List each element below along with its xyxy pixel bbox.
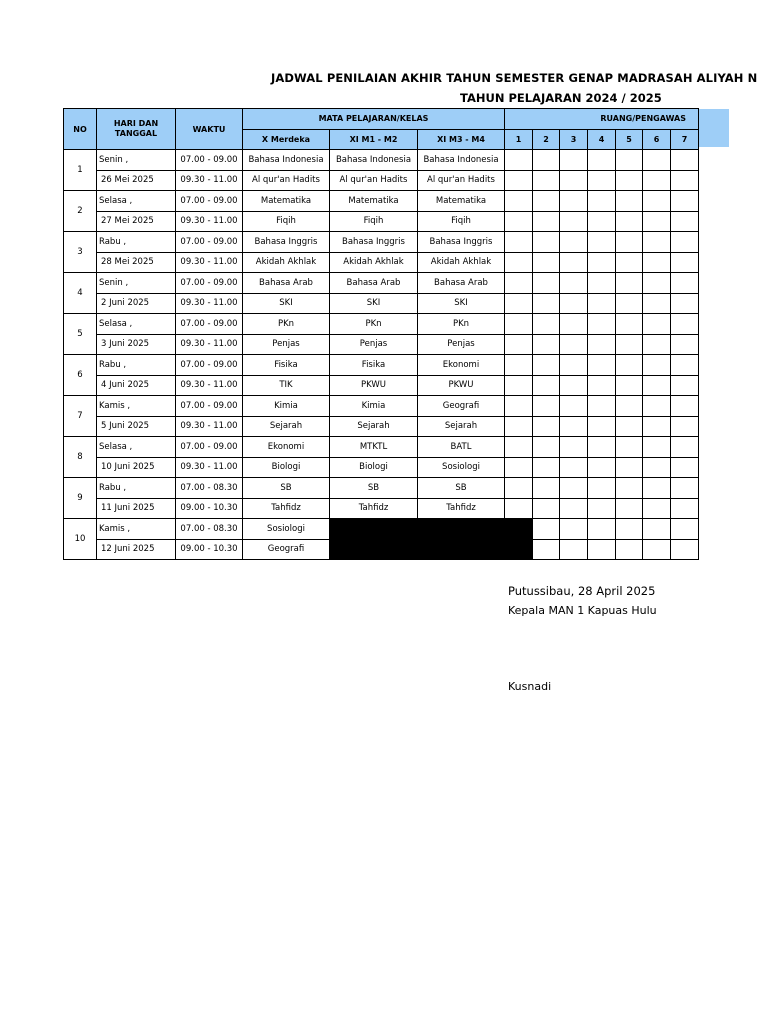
room-cell — [643, 150, 671, 171]
room-cell — [588, 170, 616, 191]
header-room-7: 7 — [671, 129, 699, 150]
header-fill-extension — [699, 109, 729, 147]
room-cell — [588, 211, 616, 232]
time-slot: 09.30 - 11.00 — [176, 457, 243, 478]
room-cell — [671, 252, 699, 273]
room-cell — [616, 437, 643, 458]
schedule-row — [64, 273, 699, 294]
day-number: 5 — [64, 314, 97, 355]
room-cell — [671, 314, 699, 335]
room-cell — [533, 396, 560, 417]
subject-cell: Bahasa Arab — [330, 273, 418, 294]
room-cell — [505, 334, 533, 355]
time-slot: 09.30 - 11.00 — [176, 170, 243, 191]
room-cell — [533, 150, 560, 171]
room-cell — [505, 252, 533, 273]
schedule-row — [64, 457, 699, 478]
day-date: 3 Juni 2025 — [97, 334, 176, 355]
header-room-4: 4 — [588, 129, 616, 150]
room-cell — [643, 252, 671, 273]
header-day-date-label: HARI DAN TANGGAL — [113, 119, 159, 138]
room-cell — [533, 293, 560, 314]
header-class-2: XI M1 - M2 — [330, 129, 418, 150]
room-cell — [588, 457, 616, 478]
day-date: 12 Juni 2025 — [97, 539, 176, 560]
redacted-cell — [418, 539, 505, 560]
room-cell — [588, 355, 616, 376]
document-subtitle: TAHUN PELAJARAN 2024 / 2025 — [460, 91, 662, 105]
subject-cell: TIK — [243, 375, 330, 396]
subject-cell: PKWU — [418, 375, 505, 396]
room-cell — [533, 170, 560, 191]
room-cell — [533, 539, 560, 560]
redacted-cell — [330, 539, 418, 560]
day-date: 10 Juni 2025 — [97, 457, 176, 478]
room-cell — [560, 150, 588, 171]
subject-cell: Bahasa Indonesia — [418, 150, 505, 171]
subject-cell: SKI — [243, 293, 330, 314]
time-slot: 07.00 - 09.00 — [176, 437, 243, 458]
subject-cell: Bahasa Indonesia — [330, 150, 418, 171]
room-cell — [671, 293, 699, 314]
room-cell — [560, 252, 588, 273]
room-cell — [560, 314, 588, 335]
room-cell — [671, 211, 699, 232]
subject-cell: Bahasa Inggris — [243, 232, 330, 253]
subject-cell: Tahfidz — [243, 498, 330, 519]
subject-cell: Bahasa Inggris — [330, 232, 418, 253]
room-cell — [671, 498, 699, 519]
room-cell — [616, 334, 643, 355]
day-number: 8 — [64, 437, 97, 478]
subject-cell: Kimia — [243, 396, 330, 417]
schedule-row — [64, 232, 699, 253]
room-cell — [505, 478, 533, 499]
subject-cell: Sejarah — [330, 416, 418, 437]
room-cell — [671, 478, 699, 499]
room-cell — [533, 314, 560, 335]
redacted-cell — [505, 539, 533, 560]
day-name: Senin , — [97, 150, 176, 171]
document-title: JADWAL PENILAIAN AKHIR TAHUN SEMESTER GENAP MADRASAH ALIYAH N — [271, 71, 758, 85]
subject-cell: Akidah Akhlak — [330, 252, 418, 273]
schedule-row — [64, 437, 699, 458]
schedule-row — [64, 334, 699, 355]
room-cell — [533, 273, 560, 294]
subject-cell: Bahasa Inggris — [418, 232, 505, 253]
subject-cell: SB — [243, 478, 330, 499]
room-cell — [616, 416, 643, 437]
room-cell — [671, 273, 699, 294]
schedule-row — [64, 252, 699, 273]
day-date: 27 Mei 2025 — [97, 211, 176, 232]
room-cell — [643, 457, 671, 478]
day-name: Selasa , — [97, 191, 176, 212]
room-cell — [505, 211, 533, 232]
day-name: Kamis , — [97, 396, 176, 417]
day-name: Selasa , — [97, 437, 176, 458]
subject-cell: Fiqih — [330, 211, 418, 232]
room-cell — [616, 355, 643, 376]
room-cell — [533, 252, 560, 273]
schedule-row — [64, 150, 699, 171]
room-cell — [560, 416, 588, 437]
room-cell — [505, 396, 533, 417]
day-date: 2 Juni 2025 — [97, 293, 176, 314]
header-room-2: 2 — [533, 129, 560, 150]
room-cell — [643, 273, 671, 294]
room-cell — [588, 150, 616, 171]
time-slot: 07.00 - 08.30 — [176, 519, 243, 540]
schedule-row — [64, 170, 699, 191]
room-cell — [643, 211, 671, 232]
day-number: 3 — [64, 232, 97, 273]
signature-role: Kepala MAN 1 Kapuas Hulu — [508, 604, 657, 617]
room-cell — [588, 314, 616, 335]
redacted-cell — [418, 519, 505, 540]
subject-cell: Bahasa Arab — [418, 273, 505, 294]
subject-cell: Tahfidz — [418, 498, 505, 519]
room-cell — [560, 478, 588, 499]
day-number: 9 — [64, 478, 97, 519]
schedule-row — [64, 519, 699, 540]
room-cell — [643, 416, 671, 437]
room-cell — [560, 170, 588, 191]
time-slot: 09.00 - 10.30 — [176, 539, 243, 560]
room-cell — [533, 416, 560, 437]
subject-cell: Matematika — [243, 191, 330, 212]
day-date: 4 Juni 2025 — [97, 375, 176, 396]
room-cell — [643, 334, 671, 355]
header-time: WAKTU — [176, 109, 243, 150]
redacted-cell — [505, 519, 533, 540]
room-cell — [616, 478, 643, 499]
room-cell — [671, 150, 699, 171]
time-slot: 07.00 - 09.00 — [176, 314, 243, 335]
subject-cell: Tahfidz — [330, 498, 418, 519]
room-cell — [616, 375, 643, 396]
room-cell — [643, 498, 671, 519]
subject-cell: Matematika — [330, 191, 418, 212]
subject-cell: Fisika — [330, 355, 418, 376]
schedule-row — [64, 498, 699, 519]
room-cell — [533, 232, 560, 253]
room-cell — [560, 498, 588, 519]
room-cell — [643, 170, 671, 191]
schedule-row — [64, 293, 699, 314]
room-cell — [505, 457, 533, 478]
schedule-row — [64, 314, 699, 335]
header-room-3: 3 — [560, 129, 588, 150]
room-cell — [643, 293, 671, 314]
schedule-row — [64, 539, 699, 560]
room-cell — [671, 232, 699, 253]
room-cell — [643, 519, 671, 540]
day-name: Rabu , — [97, 232, 176, 253]
subject-cell: Biologi — [330, 457, 418, 478]
subject-cell: Geografi — [418, 396, 505, 417]
room-cell — [671, 437, 699, 458]
time-slot: 09.30 - 11.00 — [176, 334, 243, 355]
day-name: Rabu , — [97, 355, 176, 376]
room-cell — [588, 437, 616, 458]
room-cell — [616, 314, 643, 335]
room-cell — [643, 478, 671, 499]
day-name: Selasa , — [97, 314, 176, 335]
header-room-group — [505, 109, 699, 130]
schedule-row — [64, 355, 699, 376]
schedule-row — [64, 396, 699, 417]
room-cell — [505, 191, 533, 212]
room-cell — [616, 191, 643, 212]
room-cell — [505, 437, 533, 458]
room-cell — [671, 191, 699, 212]
time-slot: 07.00 - 09.00 — [176, 150, 243, 171]
subject-cell: Al qur'an Hadits — [418, 170, 505, 191]
day-number: 2 — [64, 191, 97, 232]
room-cell — [588, 416, 616, 437]
room-cell — [616, 170, 643, 191]
time-slot: 07.00 - 08.30 — [176, 478, 243, 499]
time-slot: 09.30 - 11.00 — [176, 375, 243, 396]
day-number: 10 — [64, 519, 97, 560]
time-slot: 07.00 - 09.00 — [176, 232, 243, 253]
room-cell — [533, 334, 560, 355]
room-cell — [643, 539, 671, 560]
subject-cell: PKn — [243, 314, 330, 335]
room-cell — [505, 232, 533, 253]
room-cell — [671, 334, 699, 355]
room-cell — [588, 191, 616, 212]
room-cell — [616, 519, 643, 540]
subject-cell: Sejarah — [243, 416, 330, 437]
room-cell — [616, 232, 643, 253]
header-no: NO — [64, 109, 97, 150]
subject-cell: Ekonomi — [418, 355, 505, 376]
room-cell — [533, 437, 560, 458]
room-cell — [560, 273, 588, 294]
room-cell — [505, 273, 533, 294]
room-cell — [533, 375, 560, 396]
time-slot: 09.30 - 11.00 — [176, 416, 243, 437]
room-cell — [588, 478, 616, 499]
subject-cell: BATL — [418, 437, 505, 458]
time-slot: 09.30 - 11.00 — [176, 211, 243, 232]
day-number: 4 — [64, 273, 97, 314]
room-cell — [671, 170, 699, 191]
time-slot: 07.00 - 09.00 — [176, 273, 243, 294]
room-cell — [671, 355, 699, 376]
room-cell — [505, 375, 533, 396]
room-cell — [560, 355, 588, 376]
room-cell — [616, 150, 643, 171]
schedule-row — [64, 375, 699, 396]
room-cell — [533, 191, 560, 212]
header-row-1 — [64, 109, 699, 130]
header-room-1: 1 — [505, 129, 533, 150]
room-cell — [505, 314, 533, 335]
subject-cell: PKn — [330, 314, 418, 335]
room-cell — [560, 539, 588, 560]
subject-cell: Biologi — [243, 457, 330, 478]
subject-cell: PKn — [418, 314, 505, 335]
room-cell — [533, 211, 560, 232]
subject-cell: Fiqih — [418, 211, 505, 232]
room-cell — [588, 519, 616, 540]
day-date: 5 Juni 2025 — [97, 416, 176, 437]
signature-place-date: Putussibau, 28 April 2025 — [508, 584, 656, 598]
schedule-row — [64, 416, 699, 437]
room-cell — [505, 293, 533, 314]
room-cell — [643, 191, 671, 212]
subject-cell: SKI — [330, 293, 418, 314]
time-slot: 09.30 - 11.00 — [176, 293, 243, 314]
room-cell — [505, 355, 533, 376]
time-slot: 09.00 - 10.30 — [176, 498, 243, 519]
subject-cell: MTKTL — [330, 437, 418, 458]
room-cell — [505, 416, 533, 437]
room-cell — [671, 457, 699, 478]
subject-cell: Bahasa Indonesia — [243, 150, 330, 171]
room-cell — [560, 519, 588, 540]
room-cell — [560, 334, 588, 355]
day-date: 11 Juni 2025 — [97, 498, 176, 519]
day-name: Kamis , — [97, 519, 176, 540]
time-slot: 07.00 - 09.00 — [176, 355, 243, 376]
room-cell — [533, 355, 560, 376]
subject-cell: Al qur'an Hadits — [243, 170, 330, 191]
header-class-3: XI M3 - M4 — [418, 129, 505, 150]
subject-cell: Al qur'an Hadits — [330, 170, 418, 191]
subject-cell: Sosiologi — [243, 519, 330, 540]
subject-cell: Akidah Akhlak — [418, 252, 505, 273]
room-cell — [643, 437, 671, 458]
room-cell — [671, 539, 699, 560]
room-cell — [671, 375, 699, 396]
day-number: 7 — [64, 396, 97, 437]
header-subject-group: MATA PELAJARAN/KELAS — [243, 109, 505, 130]
schedule-row — [64, 211, 699, 232]
subject-cell: Matematika — [418, 191, 505, 212]
room-cell — [671, 396, 699, 417]
signature-name: Kusnadi — [508, 680, 552, 693]
room-cell — [643, 314, 671, 335]
room-cell — [533, 498, 560, 519]
redacted-cell — [330, 519, 418, 540]
room-cell — [671, 519, 699, 540]
header-room-5: 5 — [616, 129, 643, 150]
room-cell — [560, 191, 588, 212]
time-slot: 07.00 - 09.00 — [176, 396, 243, 417]
room-cell — [588, 252, 616, 273]
subject-cell: Fiqih — [243, 211, 330, 232]
room-cell — [616, 539, 643, 560]
room-cell — [616, 273, 643, 294]
schedule-row — [64, 191, 699, 212]
subject-cell: SB — [330, 478, 418, 499]
room-cell — [560, 293, 588, 314]
time-slot: 07.00 - 09.00 — [176, 191, 243, 212]
day-number: 1 — [64, 150, 97, 191]
exam-schedule-table — [63, 108, 699, 560]
day-number: 6 — [64, 355, 97, 396]
time-slot: 09.30 - 11.00 — [176, 252, 243, 273]
header-day-date — [97, 109, 176, 150]
header-room-group-label: RUANG/PENGAWAS — [600, 114, 686, 124]
room-cell — [505, 498, 533, 519]
room-cell — [533, 457, 560, 478]
header-class-1: X Merdeka — [243, 129, 330, 150]
room-cell — [560, 232, 588, 253]
room-cell — [560, 437, 588, 458]
day-date: 26 Mei 2025 — [97, 170, 176, 191]
subject-cell: Sosiologi — [418, 457, 505, 478]
room-cell — [643, 232, 671, 253]
room-cell — [616, 498, 643, 519]
room-cell — [616, 252, 643, 273]
room-cell — [588, 273, 616, 294]
subject-cell: Ekonomi — [243, 437, 330, 458]
room-cell — [505, 170, 533, 191]
room-cell — [505, 150, 533, 171]
subject-cell: Penjas — [418, 334, 505, 355]
room-cell — [533, 519, 560, 540]
room-cell — [560, 211, 588, 232]
subject-cell: Geografi — [243, 539, 330, 560]
room-cell — [560, 457, 588, 478]
day-name: Senin , — [97, 273, 176, 294]
subject-cell: Akidah Akhlak — [243, 252, 330, 273]
room-cell — [588, 498, 616, 519]
room-cell — [643, 396, 671, 417]
room-cell — [616, 293, 643, 314]
room-cell — [616, 457, 643, 478]
subject-cell: Fisika — [243, 355, 330, 376]
room-cell — [616, 211, 643, 232]
subject-cell: Penjas — [330, 334, 418, 355]
subject-cell: Sejarah — [418, 416, 505, 437]
subject-cell: SB — [418, 478, 505, 499]
room-cell — [588, 232, 616, 253]
room-cell — [671, 416, 699, 437]
room-cell — [643, 375, 671, 396]
subject-cell: Kimia — [330, 396, 418, 417]
day-date: 28 Mei 2025 — [97, 252, 176, 273]
schedule-row — [64, 478, 699, 499]
room-cell — [560, 396, 588, 417]
room-cell — [588, 539, 616, 560]
subject-cell: SKI — [418, 293, 505, 314]
day-name: Rabu , — [97, 478, 176, 499]
subject-cell: PKWU — [330, 375, 418, 396]
room-cell — [588, 396, 616, 417]
room-cell — [643, 355, 671, 376]
header-room-6: 6 — [643, 129, 671, 150]
subject-cell: Bahasa Arab — [243, 273, 330, 294]
room-cell — [588, 334, 616, 355]
room-cell — [588, 375, 616, 396]
room-cell — [560, 375, 588, 396]
room-cell — [588, 293, 616, 314]
room-cell — [533, 478, 560, 499]
room-cell — [616, 396, 643, 417]
subject-cell: Penjas — [243, 334, 330, 355]
